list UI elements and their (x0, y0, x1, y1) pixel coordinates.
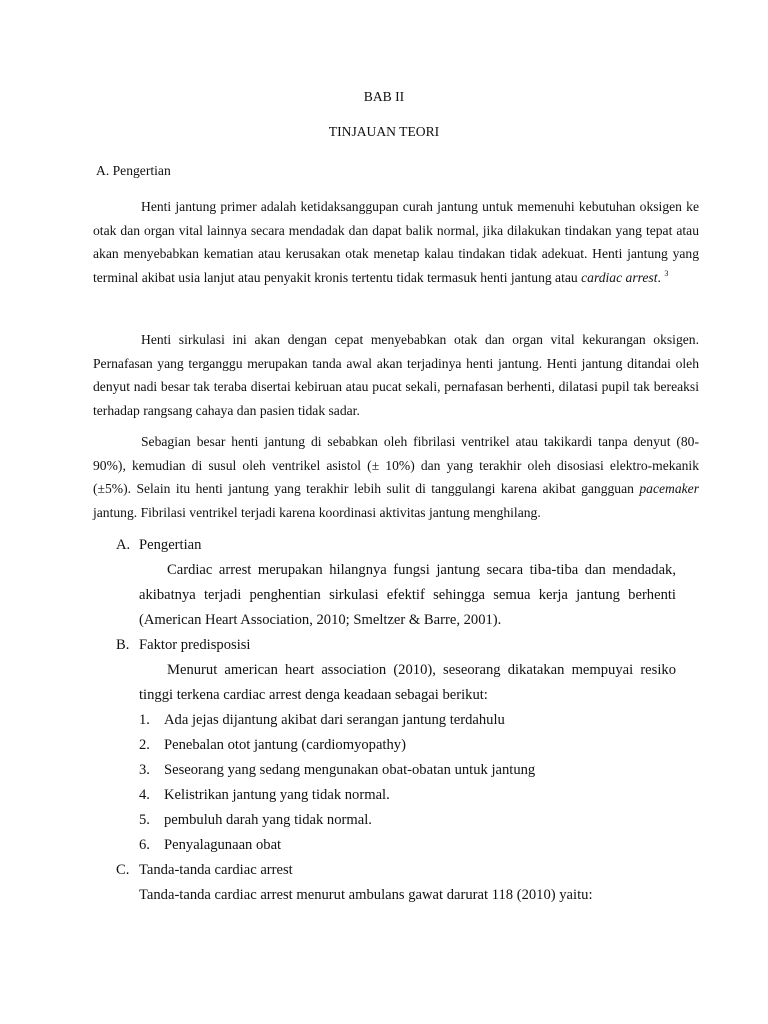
outline-list (116, 533, 676, 908)
list-item-number: 3. (139, 762, 150, 778)
paragraph-2 (93, 328, 699, 422)
outline-body-b (139, 658, 676, 708)
list-item (139, 833, 676, 858)
paragraph-2-text: Henti sirkulasi ini akan dengan cepat menyebabkan otak dan organ vital kekurangan oksigen. Pernafasan yang terganggu merupakan tanda awal akan terjadinya henti jantung. Henti jantung ditandai oleh denyut nadi besar tak teraba disertai kebiruan atau pucat sekali, pernafasan berhenti, dilatasi pupil tak bereaksi terhadap rangsang cahaya dan pasien tidak sadar. (93, 332, 699, 418)
list-item-text: Seseorang yang sedang mengunakan obat-obatan untuk jantung (164, 762, 536, 778)
outline-title-c: Tanda-tanda cardiac arrest (139, 862, 293, 878)
outline-title-a: Pengertian (139, 537, 202, 553)
list-item-number: 6. (139, 837, 150, 853)
section-heading-a: A. Pengertian (96, 163, 171, 178)
paragraph-1-text: Henti jantung primer adalah ketidaksanggupan curah jantung untuk memenuhi kebutuhan oksigen ke otak dan organ vital lainnya secara mendadak dan dapat balik normal, jika dilakukan tindakan yang tepat atau akan menyebabkan kematian atau kerusakan otak menetap kalau tindakan tidak adekuat. Henti jantung yang terminal akibat usia lanjut atau penyakit kronis tertentu tidak termasuk henti jantung atau (93, 199, 699, 285)
list-item-text: Ada jejas dijantung akibat dari serangan jantung terdahulu (164, 712, 505, 728)
paragraph-3-text: Sebagian besar henti jantung di sebabkan oleh fibrilasi ventrikel atau takikardi tanpa denyut (80-90%), kemudian di susul oleh ventrikel asistol (± 10%) dan yang terakhir oleh disosiasi elektro-mekanik (±5%). Selain itu henti jantung yang terakhir lebih sulit di tanggulangi karena akibat gangguan (93, 434, 699, 496)
list-item-number: 2. (139, 737, 150, 753)
outline-body-c (139, 883, 676, 908)
paragraph-1-italic: cardiac arrest (581, 269, 658, 285)
outline-title-b: Faktor predisposisi (139, 637, 251, 653)
outline-body-b-text: Menurut american heart association (2010), seseorang dikatakan mempuyai resiko tinggi terkena cardiac arrest denga keadaan sebagai berikut: (139, 662, 676, 703)
outline-heading-c (116, 858, 676, 883)
paragraph-3-after: jantung. Fibrilasi ventrikel terjadi karena koordinasi aktivitas jantung menghilang. (93, 504, 541, 520)
list-item-text: pembuluh darah yang tidak normal. (164, 812, 372, 828)
outline-body-c-text: Tanda-tanda cardiac arrest menurut ambulans gawat darurat 118 (2010) yaitu: (139, 887, 593, 903)
paragraph-3 (93, 430, 699, 524)
outline-letter-c: C. (116, 862, 130, 878)
list-item-text: Kelistrikan jantung yang tidak normal. (164, 787, 390, 803)
outline-body-a-text: Cardiac arrest merupakan hilangnya fungsi jantung secara tiba-tiba dan mendadak, akibatnya terjadi penghentian sirkulasi efektif sehingga semua kerja jantung berhenti (American Heart Association, 2010; Smeltzer & Barre, 2001). (139, 562, 676, 628)
list-item (139, 708, 676, 733)
list-item (139, 783, 676, 808)
list-item (139, 808, 676, 833)
reference-number: 3 (664, 268, 669, 278)
paragraph-3-italic: pacemaker (639, 481, 699, 496)
chapter-heading: BAB II (363, 89, 405, 104)
chapter-title: TINJAUAN TEORI (328, 124, 440, 139)
list-item (139, 733, 676, 758)
list-item-text: Penebalan otot jantung (cardiomyopathy) (164, 737, 406, 753)
list-item-number: 5. (139, 812, 150, 828)
list-item-text: Penyalagunaan obat (164, 837, 282, 853)
list-item-number: 1. (139, 712, 150, 728)
paragraph-1-after: . (657, 269, 665, 285)
paragraph-1 (93, 195, 699, 289)
outline-heading-b (116, 633, 676, 658)
outline-letter-b: B. (116, 637, 130, 653)
outline-letter-a: A. (116, 537, 131, 553)
list-item (139, 758, 676, 783)
outline-body-a (139, 558, 676, 633)
list-item-number: 4. (139, 787, 150, 803)
outline-heading-a (116, 533, 676, 558)
numbered-list (139, 708, 676, 858)
